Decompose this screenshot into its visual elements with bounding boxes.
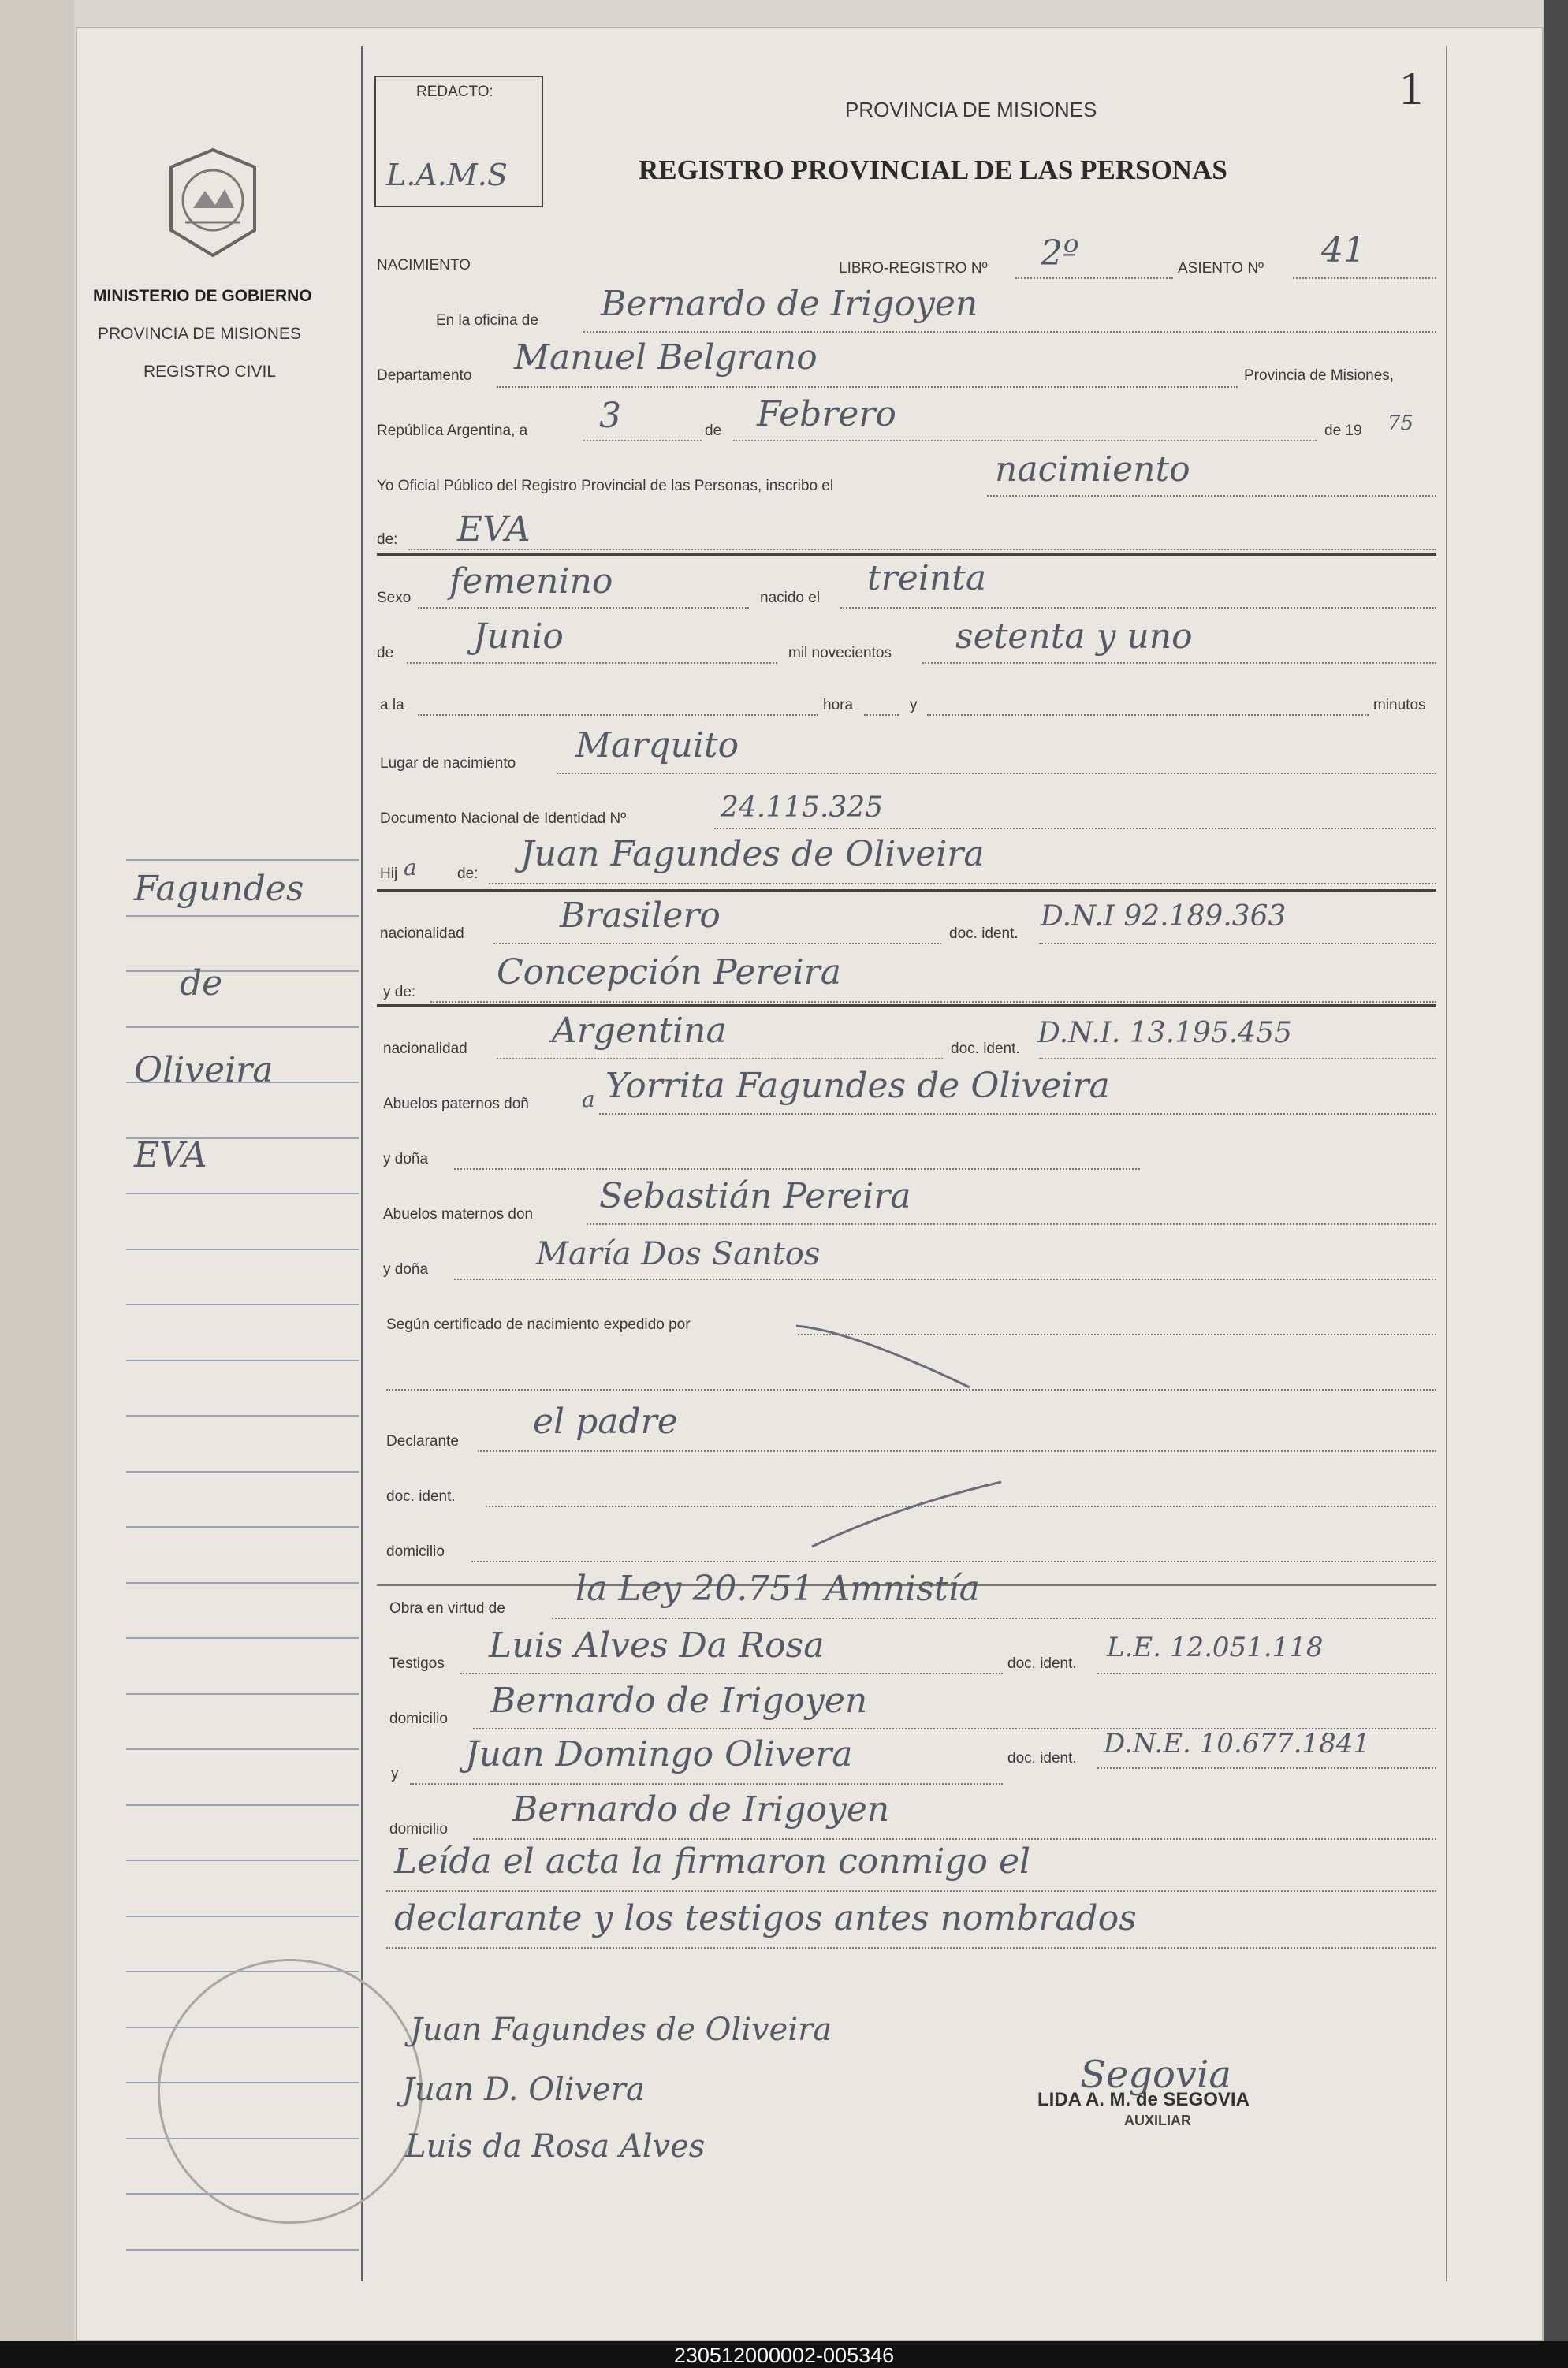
nac-padre-line — [493, 943, 941, 944]
margin-ruled-line — [126, 1916, 359, 1917]
label-docident-t2: doc. ident. — [1007, 1750, 1077, 1767]
hora-line — [864, 714, 899, 716]
signature-declarante: Juan Fagundes de Oliveira — [410, 2012, 832, 2048]
margin-ruled-line — [126, 1693, 359, 1695]
a-la-line — [418, 714, 818, 716]
value-abuela-pat-prefijo: a — [582, 1086, 595, 1112]
label-declarante: Declarante — [386, 1433, 459, 1450]
value-asiento: 41 — [1321, 230, 1365, 270]
value-nac-madre: Argentina — [552, 1011, 727, 1051]
signature-testigo2: Juan D. Olivera — [402, 2072, 645, 2108]
document-title: REGISTRO PROVINCIAL DE LAS PERSONAS — [639, 155, 1227, 185]
nombre-line — [408, 549, 1436, 550]
lugar-line — [557, 773, 1436, 774]
label-oficina: En la oficina de — [436, 312, 538, 329]
header-province: PROVINCIA DE MISIONES — [845, 98, 1097, 121]
provincial-seal-emblem — [162, 143, 264, 262]
nac-madre-line — [497, 1058, 943, 1059]
ydona2-line — [454, 1279, 1436, 1280]
dom-t2-line — [473, 1838, 1436, 1840]
margin-ruled-line — [126, 970, 359, 972]
margin-ruled-line — [126, 1860, 359, 1861]
label-a-la: a la — [380, 697, 404, 713]
mes-nac-line — [407, 662, 777, 664]
value-dom-t1: Bernardo de Irigoyen — [490, 1681, 868, 1721]
label-mil: mil novecientos — [788, 645, 892, 661]
oficina-line — [583, 331, 1436, 333]
testigo1-line — [460, 1673, 1003, 1674]
province-label: PROVINCIA DE MISIONES — [98, 325, 301, 343]
dia-line — [583, 440, 702, 441]
value-anio: 75 — [1387, 411, 1414, 435]
anio-nac-line — [922, 662, 1436, 664]
margin-ruled-line — [126, 2249, 359, 2251]
label-nacimiento: NACIMIENTO — [377, 257, 471, 274]
label-abuelos-paternos: Abuelos paternos doñ — [383, 1096, 529, 1112]
declarante-line — [478, 1450, 1436, 1452]
nacido-line — [840, 607, 1436, 609]
margin-ruled-line — [126, 1471, 359, 1473]
doc-madre-line — [1039, 1058, 1436, 1059]
margin-ruled-line — [126, 1026, 359, 1028]
value-doc-madre: D.N.I. 13.195.455 — [1037, 1017, 1292, 1049]
margin-rule — [361, 46, 363, 2281]
label-asiento: ASIENTO Nº — [1178, 260, 1264, 277]
ydona-line — [454, 1168, 1140, 1170]
madre-underline — [377, 1004, 1436, 1007]
signature-official: Segovia — [1080, 2053, 1231, 2097]
margin-surname-2: de — [180, 963, 223, 1003]
margin-ruled-line — [126, 915, 359, 917]
label-libro: LIBRO-REGISTRO Nº — [839, 260, 988, 277]
label-provincia: Provincia de Misiones, — [1244, 367, 1395, 384]
margin-ruled-line — [126, 1249, 359, 1250]
doc-t1-line — [1097, 1673, 1436, 1674]
departamento-line — [497, 386, 1238, 388]
label-domicilio2: domicilio — [389, 1711, 448, 1727]
margin-ruled-line — [126, 1748, 359, 1750]
value-obra: la Ley 20.751 Amnistía — [575, 1569, 980, 1609]
label-minutos: minutos — [1373, 697, 1426, 713]
label-de3: de — [377, 645, 394, 661]
label-docident-madre: doc. ident. — [951, 1041, 1020, 1057]
padre-underline — [377, 889, 1436, 892]
label-hijo: Hij — [380, 866, 398, 882]
margin-ruled-line — [126, 1637, 359, 1639]
madre-line — [430, 1001, 1436, 1003]
closing-line-2: declarante y los testigos antes nombrados — [394, 1898, 1137, 1938]
minutos-line — [927, 714, 1369, 716]
margin-ruled-line — [126, 1415, 359, 1417]
value-declarante: el padre — [533, 1402, 678, 1442]
label-y: y — [910, 697, 918, 713]
value-madre: Concepción Pereira — [497, 952, 841, 992]
label-lugar: Lugar de nacimiento — [380, 755, 516, 772]
margin-ruled-line — [126, 1582, 359, 1584]
abuelos-pat-line — [599, 1113, 1436, 1115]
value-abuela-mat: María Dos Santos — [536, 1236, 821, 1272]
label-de2: de: — [377, 531, 398, 548]
value-sexo: femenino — [449, 561, 613, 601]
margin-ruled-line — [126, 859, 359, 861]
closing-rule-1 — [386, 1890, 1436, 1892]
label-obra: Obra en virtud de — [389, 1600, 505, 1617]
obra-line — [552, 1618, 1436, 1619]
value-doc-padre: D.N.I 92.189.363 — [1041, 900, 1287, 933]
name-underline — [377, 553, 1436, 556]
page-number: 1 — [1399, 62, 1423, 114]
abuelos-mat-line — [587, 1223, 1436, 1225]
margin-ruled-line — [126, 1526, 359, 1528]
value-padre: Juan Fagundes de Oliveira — [520, 834, 985, 874]
value-nombre: EVA — [457, 509, 531, 549]
cancel-stroke-2 — [804, 1474, 1009, 1553]
margin-ruled-line — [126, 1193, 359, 1194]
label-de: de — [705, 423, 722, 439]
value-dni: 24.115.325 — [721, 791, 884, 824]
doc-t2-line — [1097, 1767, 1436, 1769]
margin-given-name: EVA — [134, 1135, 207, 1175]
margin-surname-3: Oliveira — [134, 1050, 274, 1090]
label-domicilio: domicilio — [386, 1543, 445, 1560]
redacto-initials: L.A.M.S — [386, 158, 508, 192]
signature-testigo1: Luis da Rosa Alves — [405, 2128, 706, 2165]
asiento-line — [1293, 277, 1436, 279]
footer-image-id: 230512000002-005346 — [673, 2344, 895, 2367]
margin-ruled-line — [126, 1804, 359, 1806]
value-nacido: treinta — [867, 558, 987, 598]
label-sexo: Sexo — [377, 590, 412, 606]
label-domicilio3: domicilio — [389, 1821, 448, 1837]
margin-ruled-line — [126, 1360, 359, 1361]
closing-line-1: Leída el acta la firmaron conmigo el — [394, 1841, 1031, 1882]
value-lugar: Marquito — [575, 725, 739, 765]
value-doc-t1: L.E. 12.051.118 — [1107, 1632, 1324, 1663]
libro-line — [1015, 277, 1173, 279]
label-hora: hora — [823, 697, 854, 713]
adjacent-page-edge — [0, 0, 74, 2341]
scan-right-edge — [1544, 0, 1568, 2341]
value-doc-t2: D.N.E. 10.677.1841 — [1104, 1728, 1370, 1759]
testigo2-line — [410, 1783, 1003, 1785]
right-rule — [1446, 46, 1447, 2281]
mes-line — [733, 440, 1317, 441]
value-mes-nac: Junio — [473, 616, 564, 657]
value-dom-t2: Bernardo de Irigoyen — [512, 1789, 890, 1830]
official-seal-stamp — [158, 1959, 423, 2224]
official-name-stamp: LIDA A. M. de SEGOVIA — [1037, 2089, 1250, 2110]
label-segun: Según certificado de nacimiento expedido por — [386, 1316, 691, 1333]
official-role: AUXILIAR — [1124, 2113, 1191, 2128]
registry-label: REGISTRO CIVIL — [143, 363, 277, 381]
value-abuela-pat: Yorrita Fagundes de Oliveira — [605, 1066, 1110, 1106]
label-docident-t1: doc. ident. — [1007, 1655, 1077, 1672]
ministry-label: MINISTERIO DE GOBIERNO — [93, 287, 312, 305]
domicilio-line — [471, 1561, 1436, 1562]
label-docident2: doc. ident. — [386, 1488, 456, 1505]
label-nacido: nacido el — [760, 590, 821, 606]
value-mes: Febrero — [757, 394, 896, 434]
label-abuelos-maternos: Abuelos maternos don — [383, 1206, 534, 1223]
value-testigo2: Juan Domingo Olivera — [465, 1734, 853, 1774]
label-departamento: Departamento — [377, 367, 472, 384]
value-anio-nac: setenta y uno — [955, 616, 1193, 657]
value-testigo1: Luis Alves Da Rosa — [489, 1625, 825, 1666]
acto-line — [987, 495, 1436, 497]
value-acto: nacimiento — [995, 449, 1190, 490]
margin-surname-1: Fagundes — [134, 869, 304, 909]
label-y2: y — [391, 1766, 399, 1782]
label-docident: doc. ident. — [949, 925, 1019, 942]
doc-padre-line — [1039, 943, 1436, 944]
label-nacionalidad: nacionalidad — [380, 925, 464, 942]
label-de-anio: de 19 — [1324, 423, 1362, 439]
label-yde: y de: — [383, 984, 416, 1000]
label-oficial: Yo Oficial Público del Registro Provincial de las Personas, inscribo el — [377, 478, 834, 494]
label-dni: Documento Nacional de Identidad Nº — [380, 810, 627, 827]
label-republica: República Argentina, a — [377, 423, 528, 439]
value-abuelo-mat: Sebastián Pereira — [599, 1176, 911, 1216]
closing-rule-2 — [386, 1947, 1436, 1949]
label-nacionalidad-madre: nacionalidad — [383, 1041, 467, 1057]
label-ydona: y doña — [383, 1151, 429, 1167]
margin-ruled-line — [126, 1304, 359, 1305]
redacto-label: REDACTO: — [416, 84, 493, 100]
padre-line — [489, 883, 1436, 884]
label-testigos: Testigos — [389, 1655, 445, 1672]
dni-line — [714, 828, 1436, 829]
label-ydona2: y doña — [383, 1261, 429, 1278]
label-de4: de: — [457, 866, 479, 882]
value-libro: 2º — [1041, 233, 1079, 274]
value-departamento: Manuel Belgrano — [514, 337, 818, 378]
value-hijo-sufijo: a — [404, 854, 417, 881]
sexo-line — [418, 607, 749, 609]
value-oficina: Bernardo de Irigoyen — [601, 284, 978, 324]
value-dia: 3 — [599, 396, 621, 436]
cancel-stroke — [788, 1315, 978, 1394]
value-nac-padre: Brasilero — [560, 895, 721, 936]
